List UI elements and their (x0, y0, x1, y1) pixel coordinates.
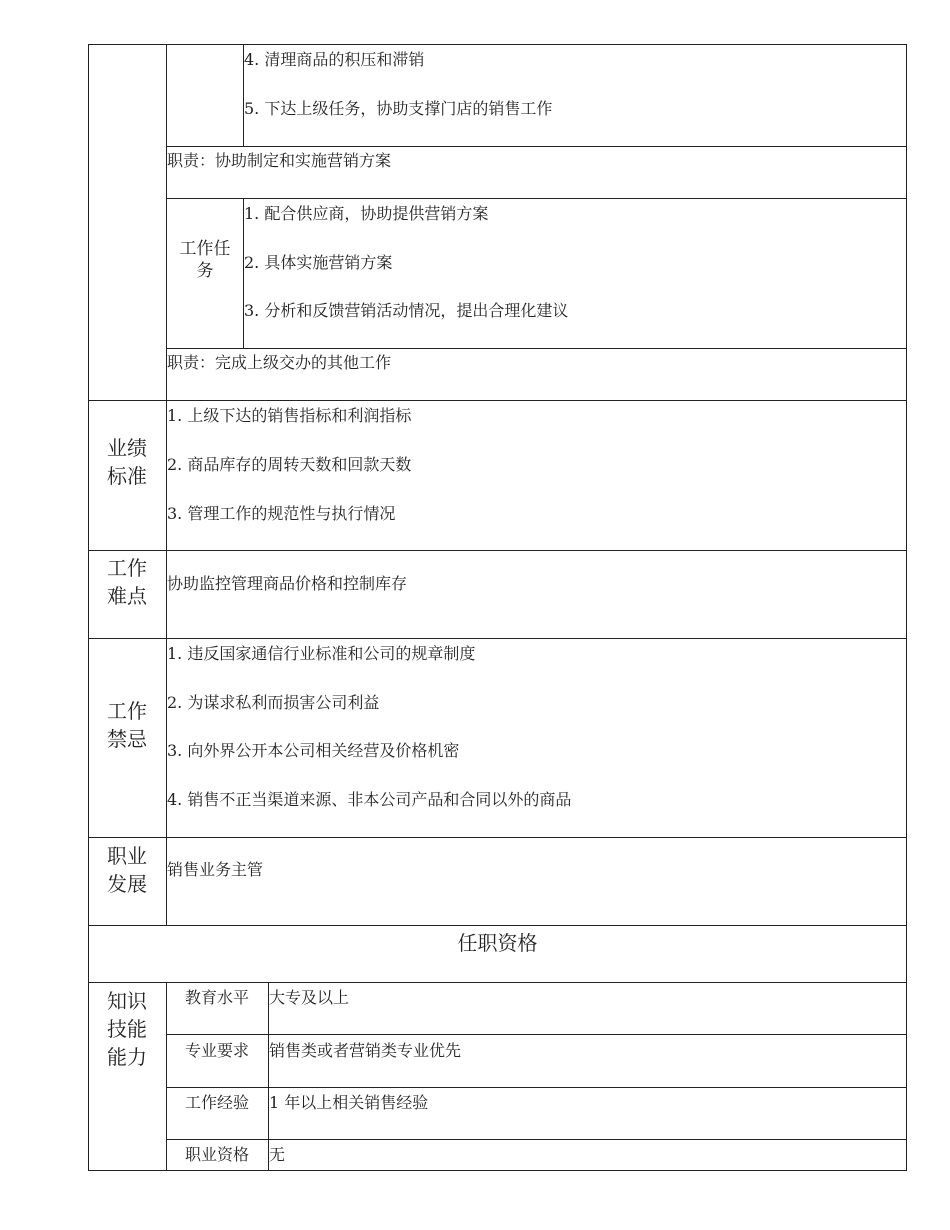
task-item: 2. 具体实施营销方案 (244, 253, 393, 272)
divider (166, 348, 907, 349)
qual-label-certificate: 职业资格 (184, 1145, 249, 1164)
task-item: 3. 分析和反馈营销活动情况，提出合理化建议 (244, 301, 569, 320)
divider (88, 400, 907, 401)
divider (166, 1034, 907, 1035)
divider (166, 1139, 907, 1140)
divider (166, 146, 907, 147)
task-item: 5. 下达上级任务，协助支撑门店的销售工作 (244, 99, 553, 118)
job-description-table (88, 44, 907, 1171)
difficulty-text: 协助监控管理商品价格和控制库存 (167, 574, 408, 593)
performance-label: 业绩 标准 (107, 436, 147, 488)
divider (88, 982, 907, 983)
prohibitions-label: 工作 禁忌 (107, 699, 147, 751)
qual-label-major: 专业要求 (184, 1041, 249, 1060)
prohibition-item: 1. 违反国家通信行业标准和公司的规章制度 (167, 644, 476, 663)
duty-text: 职责：完成上级交办的其他工作 (167, 353, 392, 372)
qual-value-experience: 1 年以上相关销售经验 (269, 1093, 429, 1112)
career-text: 销售业务主管 (167, 860, 264, 879)
divider (268, 982, 269, 1171)
performance-item: 2. 商品库存的周转天数和回款天数 (167, 455, 412, 474)
duty-text: 职责：协助制定和实施营销方案 (167, 151, 392, 170)
difficulty-label: 工作 难点 (107, 556, 147, 608)
divider (166, 198, 907, 199)
qual-value-education: 大专及以上 (269, 988, 350, 1007)
qualifications-heading: 任职资格 (457, 931, 538, 955)
divider (166, 982, 167, 1171)
divider (88, 837, 907, 838)
divider (88, 638, 907, 639)
prohibition-item: 2. 为谋求私利而损害公司利益 (167, 693, 380, 712)
divider (166, 1087, 907, 1088)
performance-item: 3. 管理工作的规范性与执行情况 (167, 504, 396, 523)
qual-value-certificate: 无 (269, 1145, 286, 1164)
qual-label-education: 教育水平 (184, 988, 249, 1007)
task-item: 1. 配合供应商，协助提供营销方案 (244, 204, 489, 223)
performance-item: 1. 上级下达的销售指标和利润指标 (167, 406, 412, 425)
knowledge-label: 知识 技能 能力 (107, 989, 147, 1069)
divider (88, 550, 907, 551)
task-label: 工作任 务 (179, 239, 231, 281)
prohibition-item: 4. 销售不正当渠道来源、非本公司产品和合同以外的商品 (167, 790, 572, 809)
task-item: 4. 清理商品的积压和滞销 (244, 50, 425, 69)
prohibition-item: 3. 向外界公开本公司相关经营及价格机密 (167, 741, 460, 760)
qual-value-major: 销售类或者营销类专业优先 (269, 1041, 462, 1060)
qual-label-experience: 工作经验 (184, 1093, 249, 1112)
divider (88, 925, 907, 926)
career-label: 职业 发展 (107, 844, 147, 896)
